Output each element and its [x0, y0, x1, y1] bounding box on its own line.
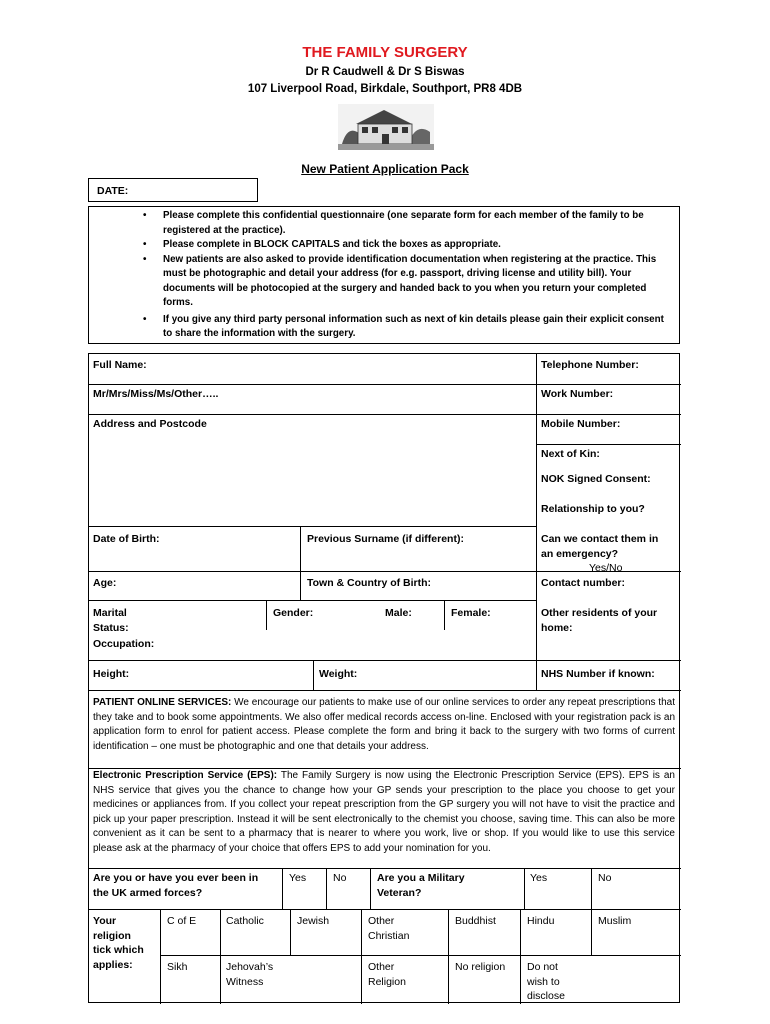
- religion-option-other-religion[interactable]: Other Religion: [368, 961, 406, 988]
- religion-option-hindu[interactable]: Hindu: [527, 915, 555, 927]
- religion-option-other-christian[interactable]: Other Christian: [368, 915, 410, 942]
- height-label: Height:: [93, 668, 130, 680]
- veteran-question: Are you a Military Veteran?: [377, 872, 465, 899]
- date-field[interactable]: [88, 178, 258, 202]
- religion-option-sikh[interactable]: Sikh: [167, 961, 188, 973]
- religion-option-muslim[interactable]: Muslim: [598, 915, 632, 927]
- instruction-item: • New patients are also asked to provide identification documentation when registering at the practice. This must be photographic and detail your address (for e.g. passport, driving license and utility bill). Your documents will be photocopied at the surgery and handed back to you when you return your completed forms.: [143, 253, 657, 308]
- relationship-label: Relationship to you?: [541, 503, 645, 515]
- weight-label: Weight:: [319, 668, 358, 680]
- female-label: Female:: [451, 607, 491, 619]
- date-label: DATE:: [97, 185, 129, 197]
- other-residents-label: Other residents of your home:: [541, 607, 658, 634]
- nhs-number-label: NHS Number if known:: [541, 668, 655, 680]
- registration-form: [88, 353, 680, 1003]
- eps-text: Electronic Prescription Service (EPS): The Family Surgery is now using the Electronic Prescription Service (EPS). EPS is an NHS service that gives you the chance to change how your GP sends your prescription to the place you choose to get your medicines or appliances from. If you collect your repeat prescription from the GP surgery you will not have to visit the practice and pick up your paper prescription. Instead it will be sent electronically to the chemist you choose, saving time. This can also be more convenient as it can be sent to a pharmacy that is nearer to where you work, live or shop. If you would like to use this service please ask at the pharmacy of your choice that offers EPS to add your nomination for you.: [93, 770, 675, 854]
- contact-number-label: Contact number:: [541, 577, 625, 589]
- surgery-name: THE FAMILY SURGERY: [302, 44, 468, 61]
- next-of-kin-label: Next of Kin:: [541, 448, 600, 460]
- religion-label: Your religion tick which applies:: [93, 915, 144, 971]
- doctors-names: Dr R Caudwell & Dr S Biswas: [305, 66, 465, 78]
- pack-title: New Patient Application Pack: [301, 162, 469, 176]
- telephone-label: Telephone Number:: [541, 359, 639, 371]
- surgery-address: 107 Liverpool Road, Birkdale, Southport, PR8 4DB: [247, 83, 523, 95]
- instruction-item: • If you give any third party personal information such as next of kin details please gain their explicit consent to share the information with the surgery.: [143, 313, 664, 339]
- marital-status-label: Marital Status:: [93, 607, 129, 634]
- yes-no-label: Yes/No: [589, 562, 623, 574]
- religion-option-do-not-disclose[interactable]: Do not wish to disclose: [527, 961, 565, 1002]
- mobile-number-label: Mobile Number:: [541, 418, 621, 430]
- veteran-yes[interactable]: Yes: [530, 872, 548, 884]
- religion-option-buddhist[interactable]: Buddhist: [455, 915, 496, 927]
- dob-label: Date of Birth:: [93, 533, 160, 545]
- religion-option-jehovahs-witness[interactable]: Jehovah’s Witness: [226, 961, 274, 988]
- nok-consent-label: NOK Signed Consent:: [541, 473, 651, 485]
- veteran-no[interactable]: No: [598, 872, 612, 884]
- religion-option-jewish[interactable]: Jewish: [297, 915, 330, 927]
- religion-option-cofe[interactable]: C of E: [167, 915, 197, 927]
- armed-forces-no[interactable]: No: [333, 872, 347, 884]
- gender-label: Gender:: [273, 607, 314, 619]
- occupation-label: Occupation:: [93, 638, 155, 650]
- religion-option-catholic[interactable]: Catholic: [226, 915, 264, 927]
- instructions-box: [88, 206, 680, 344]
- instruction-item: • Please complete this confidential questionnaire (one separate form for each member of the family to be registered at the practice).: [143, 210, 644, 236]
- emergency-contact-label: Can we contact them in an emergency?: [541, 533, 659, 560]
- surgery-building-image: [338, 104, 434, 150]
- work-number-label: Work Number:: [541, 388, 614, 400]
- religion-option-no-religion[interactable]: No religion: [455, 961, 506, 973]
- full-name-label: Full Name:: [93, 359, 147, 371]
- armed-forces-yes[interactable]: Yes: [289, 872, 307, 884]
- online-services-text: PATIENT ONLINE SERVICES: We encourage our patients to make use of our online services to order any repeat prescriptions that they take and to book some appointments. We also offer medical records access on-line. Enclosed with your registration pack is an application form to enrol for patient access. Please complete the form and bring it back to the surgery with two forms of current identification – one must be photographic and one that details your address.: [93, 697, 675, 752]
- address-label: Address and Postcode: [93, 418, 207, 430]
- instruction-item: • Please complete in BLOCK CAPITALS and tick the boxes as appropriate.: [143, 239, 501, 250]
- title-options-label: Mr/Mrs/Miss/Ms/Other…..: [93, 388, 219, 400]
- previous-surname-label: Previous Surname (if different):: [307, 533, 464, 545]
- armed-forces-question: Are you or have you ever been in the UK armed forces?: [93, 872, 259, 899]
- male-label: Male:: [385, 607, 412, 619]
- town-country-label: Town & Country of Birth:: [307, 577, 432, 589]
- age-label: Age:: [93, 577, 117, 589]
